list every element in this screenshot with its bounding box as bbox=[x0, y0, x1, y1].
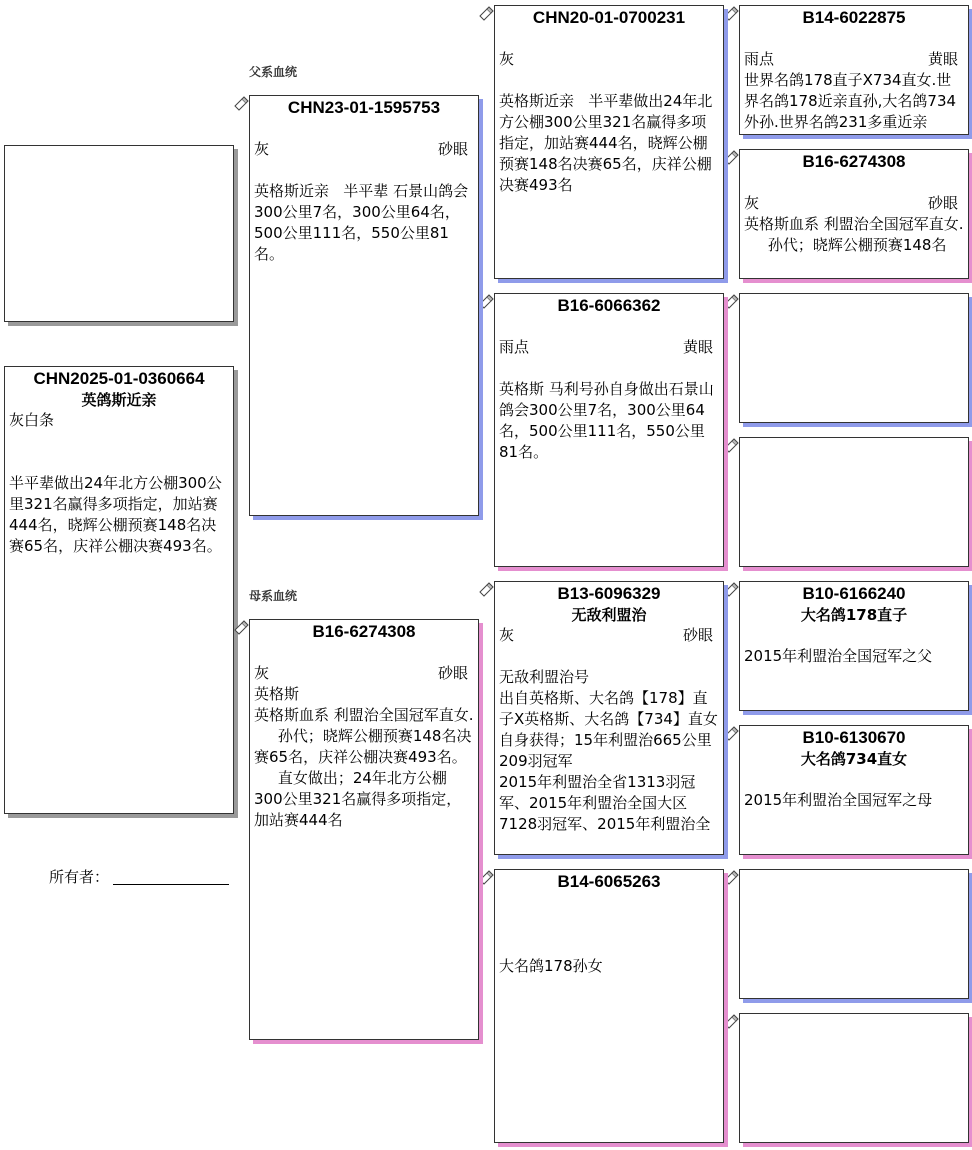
subject-color: 灰白条 bbox=[9, 411, 55, 429]
ssd-ring: B16-6274308 bbox=[802, 152, 906, 171]
edit-icon[interactable] bbox=[723, 6, 739, 22]
edit-icon[interactable] bbox=[723, 870, 739, 886]
sire-card[interactable] bbox=[249, 95, 479, 516]
ssd-color: 灰 bbox=[744, 194, 760, 212]
sss-color: 雨点 bbox=[744, 50, 775, 68]
edit-icon[interactable] bbox=[478, 870, 494, 886]
edit-icon[interactable] bbox=[723, 150, 739, 166]
ss-color: 灰 bbox=[499, 50, 515, 68]
dam-card[interactable] bbox=[249, 619, 479, 1040]
edit-icon[interactable] bbox=[478, 6, 494, 22]
dsd-name: 大名鸽734直女 bbox=[800, 750, 908, 768]
edit-icon[interactable] bbox=[723, 726, 739, 742]
sire-ring: CHN23-01-1595753 bbox=[287, 98, 441, 117]
dam-eye: 砂眼 bbox=[437, 664, 468, 682]
dam-color: 灰 bbox=[254, 664, 270, 682]
ss-desc: 英格斯近亲 半平辈做出24年北方公棚300公里321名赢得多项指定，加站赛444名，晓辉公棚预赛148名决赛65名，庆祥公棚决赛493名 bbox=[499, 92, 713, 194]
sss-eye: 黄眼 bbox=[927, 50, 958, 68]
edit-icon[interactable] bbox=[723, 582, 739, 598]
subject-desc: 半平辈做出24年北方公棚300公里321名赢得多项指定，加站赛444名，晓辉公棚预赛148名决赛65名，庆祥公棚决赛493名。 bbox=[9, 474, 222, 555]
dss-ring: B10-6166240 bbox=[802, 584, 906, 603]
ds-color: 灰 bbox=[499, 626, 515, 644]
sss-ring: B14-6022875 bbox=[802, 8, 906, 27]
sd-eye: 黄眼 bbox=[682, 338, 713, 356]
dss-name: 大名鸽178直子 bbox=[800, 606, 908, 624]
edit-icon[interactable] bbox=[723, 294, 739, 310]
ssd-card[interactable] bbox=[739, 149, 969, 279]
owner-label: 所有者： bbox=[49, 868, 110, 886]
dsd-card[interactable] bbox=[739, 725, 969, 855]
sire-dam-card[interactable] bbox=[494, 293, 724, 567]
dds-card[interactable] bbox=[739, 869, 969, 999]
ds-eye: 砂眼 bbox=[682, 626, 713, 644]
ds-desc: 无敌利盟治号 出自英格斯、大名鸽【178】直子X英格斯、大名鸽【734】直女 自身获得；15年利盟治665公里209羽冠军 2015年利盟治全省1313羽冠军、2015年利盟治全国大区7128羽冠军、2015年利盟治全 bbox=[499, 668, 718, 833]
dss-desc: 2015年利盟治全国冠军之父 bbox=[744, 647, 933, 665]
dsd-desc: 2015年利盟治全国冠军之母 bbox=[744, 791, 933, 809]
dam-line-label: 母系血统 bbox=[249, 589, 298, 603]
edit-icon[interactable] bbox=[478, 582, 494, 598]
ss-ring: CHN20-01-0700231 bbox=[532, 8, 686, 27]
sd-desc: 英格斯 马利号孙自身做出石景山鸽会300公里7名，300公里64名，500公里111名，550公里81名。 bbox=[499, 380, 714, 461]
edit-icon[interactable] bbox=[723, 1014, 739, 1030]
subject-name: 英鸽斯近亲 bbox=[81, 391, 157, 409]
photo-frame bbox=[4, 145, 234, 322]
sire-sire-card[interactable] bbox=[494, 5, 724, 279]
ds-ring: B13-6096329 bbox=[557, 584, 661, 603]
dss-card[interactable] bbox=[739, 581, 969, 711]
sire-desc: 英格斯近亲 半平辈 石景山鸽会300公里7名，300公里64名，500公里111名，550公里81名。 bbox=[254, 182, 469, 263]
dd-desc: 大名鸽178孙女 bbox=[499, 957, 603, 975]
dsd-ring: B10-6130670 bbox=[802, 728, 906, 747]
edit-icon[interactable] bbox=[233, 96, 249, 112]
sss-card[interactable] bbox=[739, 5, 969, 135]
sdd-card[interactable] bbox=[739, 437, 969, 567]
edit-icon[interactable] bbox=[233, 620, 249, 636]
dam-sire-card[interactable] bbox=[494, 581, 724, 855]
dam-desc: 英格斯 英格斯血系 利盟治全国冠军直女. 孙代；晓辉公棚预赛148名决赛65名，庆祥公棚决赛493名。 直女做出；24年北方公棚300公里321名赢得多项指定，加站赛444名 bbox=[254, 685, 474, 829]
sss-desc: 世界名鸽178直子X734直女.世界名鸽178近亲直孙,大名鸽734外孙.世界名鸽231多重近亲 bbox=[744, 71, 957, 131]
ssd-desc: 英格斯血系 利盟治全国冠军直女. 孙代；晓辉公棚预赛148名 bbox=[744, 215, 964, 254]
dd-ring: B14-6065263 bbox=[557, 872, 661, 891]
ssd-eye: 砂眼 bbox=[927, 194, 958, 212]
edit-icon[interactable] bbox=[478, 294, 494, 310]
sire-color: 灰 bbox=[254, 140, 270, 158]
sd-ring: B16-6066362 bbox=[557, 296, 661, 315]
sds-card[interactable] bbox=[739, 293, 969, 423]
ds-name: 无敌利盟治 bbox=[571, 606, 647, 624]
dam-ring: B16-6274308 bbox=[312, 622, 416, 641]
sire-eye: 砂眼 bbox=[437, 140, 468, 158]
edit-icon[interactable] bbox=[723, 438, 739, 454]
owner-line[interactable] bbox=[113, 884, 229, 885]
sd-color: 雨点 bbox=[499, 338, 530, 356]
subject-card[interactable] bbox=[4, 366, 234, 814]
ddd-card[interactable] bbox=[739, 1013, 969, 1143]
sire-line-label: 父系血统 bbox=[249, 65, 298, 79]
dam-dam-card[interactable] bbox=[494, 869, 724, 1143]
subject-ring: CHN2025-01-0360664 bbox=[33, 369, 205, 388]
